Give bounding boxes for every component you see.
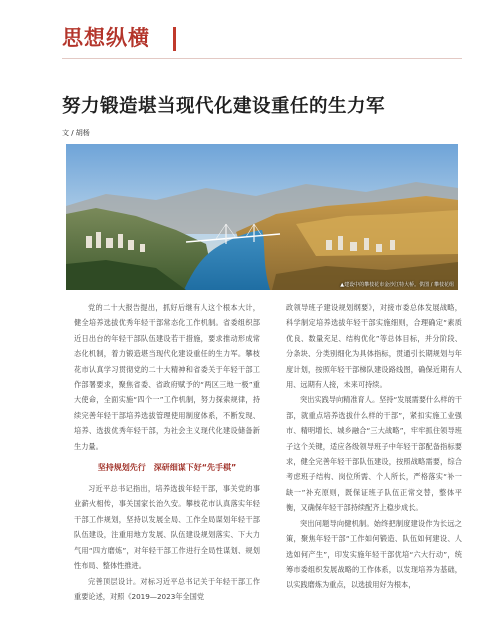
section-header: [0, 20, 496, 64]
paragraph: 突出实践导向精准育人。坚持“发展需要什么样的干部，就重点培养选拔什么样的干部”，紧扣实施工业强市、精明增长、城乡融合“三大战略”，牢牢抓住领导班子这个关键，适应各级领导班子中年轻干部配备指标要求，健全完善年轻干部队伍建设，按照战略需要，综合考虑班子结构、岗位所需、个人所长，严格落实“补一缺一”补充原则，既保证班子队伍正常交替，整体平衡，又确保年轻干部持续配齐上稳步成长。: [286, 395, 462, 513]
section-title: 思想纵横: [62, 26, 150, 50]
paragraph: 习近平总书记指出，培养选拔年轻干部，事关党的事业薪火相传，事关国家长治久安。攀枝花市认真落实年轻干部工作规划，坚持以发展全局、工作全局谋划年轻干部队伍建设，注重用地方发展、队伍建设规划落实、下大力气用“四方磨炼”，对年轻干部工作进行全局性谋划、规划性布局、整体性推进。: [74, 484, 260, 571]
article-photo: [66, 144, 458, 290]
photo-caption: ▲建设中的攀枝花市金沙江特大桥。供图 / 攀枝花组: [340, 282, 454, 288]
article-title: 努力锻造堪当现代化建设重任的生力军: [62, 96, 386, 117]
section-title-accent-bar: [173, 27, 176, 51]
paragraph: 政领导班子建设规划纲要》，对接市委总体发展战略，科学制定培养选拔年轻干部实施细则，合理确定“素质优良、数量充足、结构优化”等总体目标，并分阶段、分条块、分类别细化为具体指标，贯通引长期规划与年度计划，按照年轻干部梯队建设路线图，确保近期有人用、远期有人接，未来可持续。: [286, 303, 462, 390]
article-subheading: 坚持规划先行 深研细谋下好“先手棋”: [97, 463, 237, 473]
article-column-right: [286, 300, 462, 593]
article-byline: 文 / 胡杨: [62, 129, 90, 137]
paragraph: 突出问题导向健机制。始终把制度建设作为长远之策，聚焦年轻干部“工作如何锻造、队伍如何建设、人选如何产生”，印发实施年轻干部优培“六大行动”，统筹市委组织发展战略的工作体系，以发现培养为基础，以实践磨炼为重点，以选拔用好为根本，: [286, 518, 462, 590]
article-column-left: [74, 300, 260, 604]
section-divider: [62, 58, 462, 59]
paragraph: 完善顶层设计。对标习近平总书记关于年轻干部工作重要论述，对照《2019—2023年全国党: [74, 576, 260, 601]
paragraph: 党的二十大报告提出，抓好后继有人这个根本大计，健全培养选拔优秀年轻干部常态化工作机制。省委组织部近日出台的年轻干部队伍建设若干措施，要求推动形成常态化机制，着力锻造堪当现代化建设重任的生力军。攀枝花市认真学习贯彻党的二十大精神和省委关于年轻干部工作部署要求，聚焦省委、省政府赋予的“两区三地一极”重大使命，全面实施“四个一”工作机制，努力探索规律，持续完善年轻干部培养选拔管理使用制度体系，不断发现、培养、选拔优秀年轻干部，为社会主义现代化建设储备新生力量。: [74, 303, 260, 451]
